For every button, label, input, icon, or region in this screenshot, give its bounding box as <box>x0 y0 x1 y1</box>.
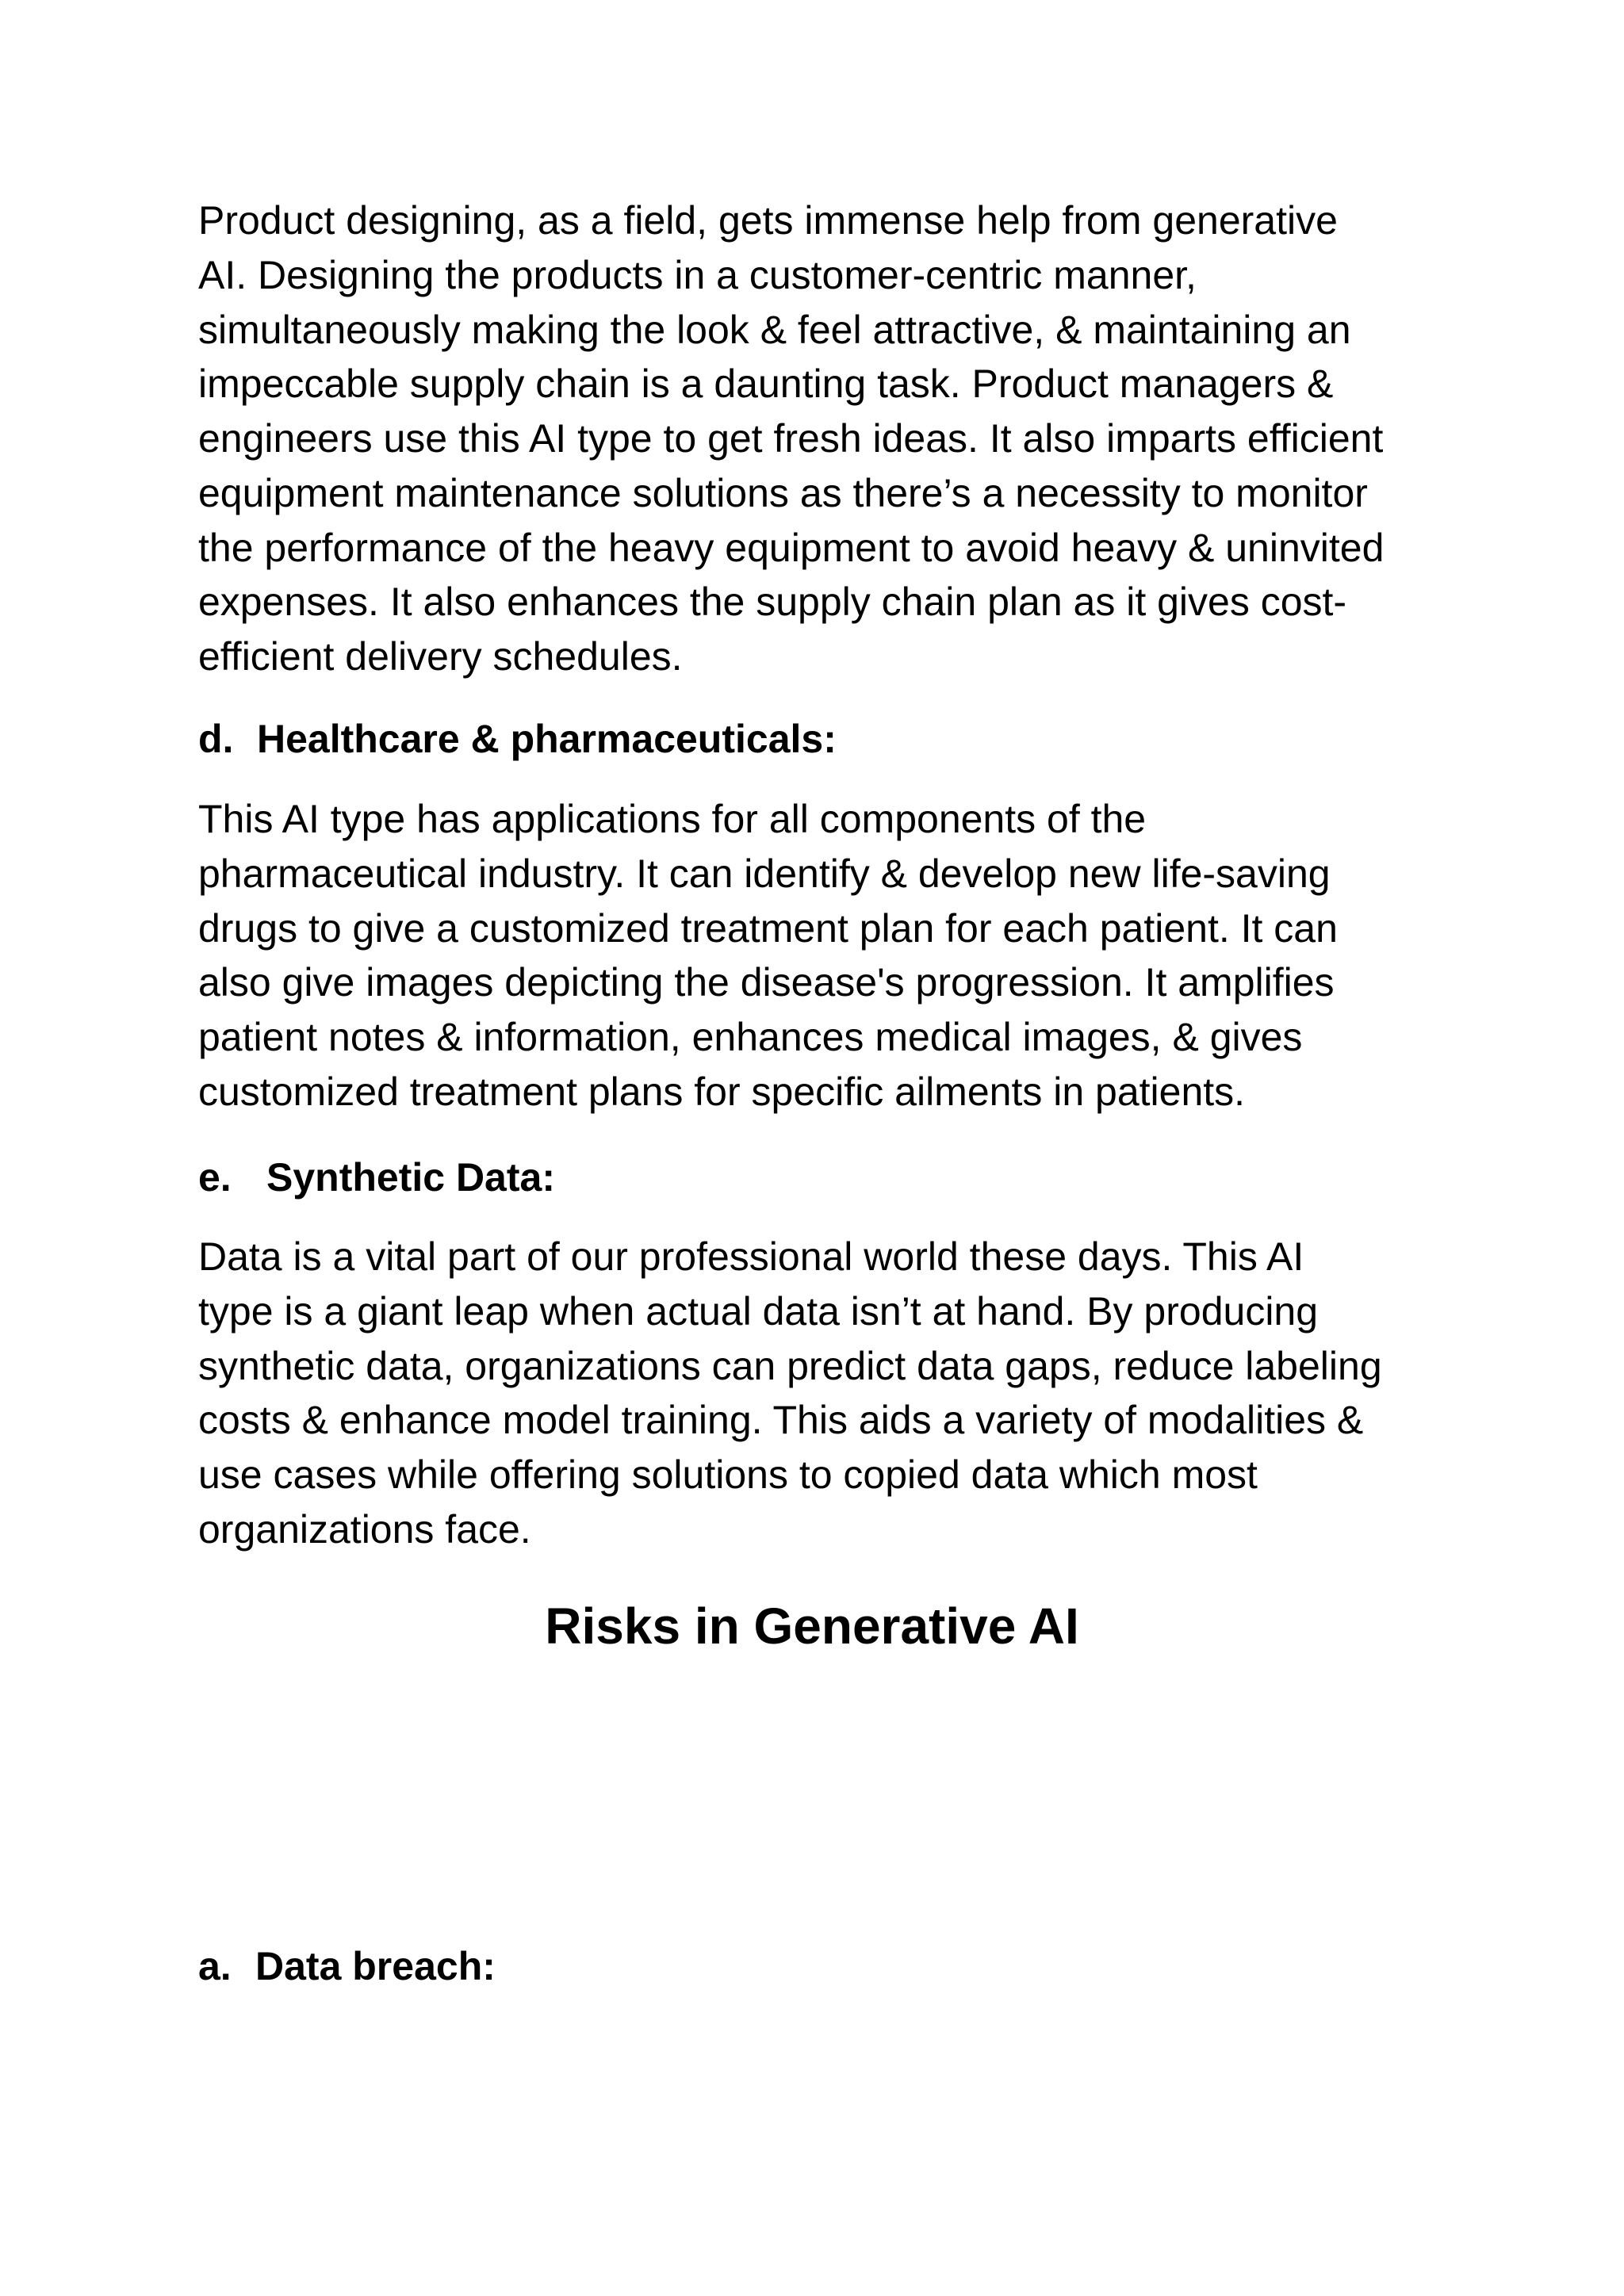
heading-synthetic-data <box>198 1150 1443 1204</box>
paragraph-synthetic-data: Data is a vital part of our professional world these days. This AI type is a giant leap when actual data isn’t at hand. By producing synthetic data, organizations can predict data gaps, reduce labeling costs & enhance model training. This aids a variety of modalities & use cases while offering solutions to copied data which most organizations face. <box>198 1234 1382 1552</box>
heading-data-breach <box>198 1939 1443 1993</box>
list-marker-a: a. <box>198 1944 232 1988</box>
heading-synthetic-data-label: Synthetic Data: <box>266 1155 555 1200</box>
heading-healthcare <box>198 712 1443 766</box>
heading-data-breach-label: Data breach: <box>255 1944 496 1988</box>
paragraph-product-designing: Product designing, as a field, gets immense help from generative AI. Designing the products in a customer-centric manner, simultaneously making the look & feel attractive, & maintaining an impeccable supply chain is a daunting task. Product managers & engineers use this AI type to get fresh ideas. It also imparts efficient equipment maintenance solutions as there’s a necessity to monitor the performance of the heavy equipment to avoid heavy & uninvited expenses. It also enhances the supply chain plan as it gives cost- efficient delivery schedules. <box>198 198 1385 679</box>
list-marker-e: e. <box>198 1155 232 1200</box>
section-title-risks: Risks in Generative AI <box>545 1598 1079 1655</box>
heading-healthcare-label: Healthcare & pharmaceuticals: <box>257 717 837 761</box>
list-marker-d: d. <box>198 717 234 761</box>
paragraph-healthcare: This AI type has applications for all components of the pharmaceutical industry. It can identify & develop new life-saving drugs to give a customized treatment plan for each patient. It can also give images depicting the disease's progression. It amplifies patient notes & information, enhances medical images, & gives customized treatment plans for specific ailments in patients. <box>198 797 1338 1114</box>
